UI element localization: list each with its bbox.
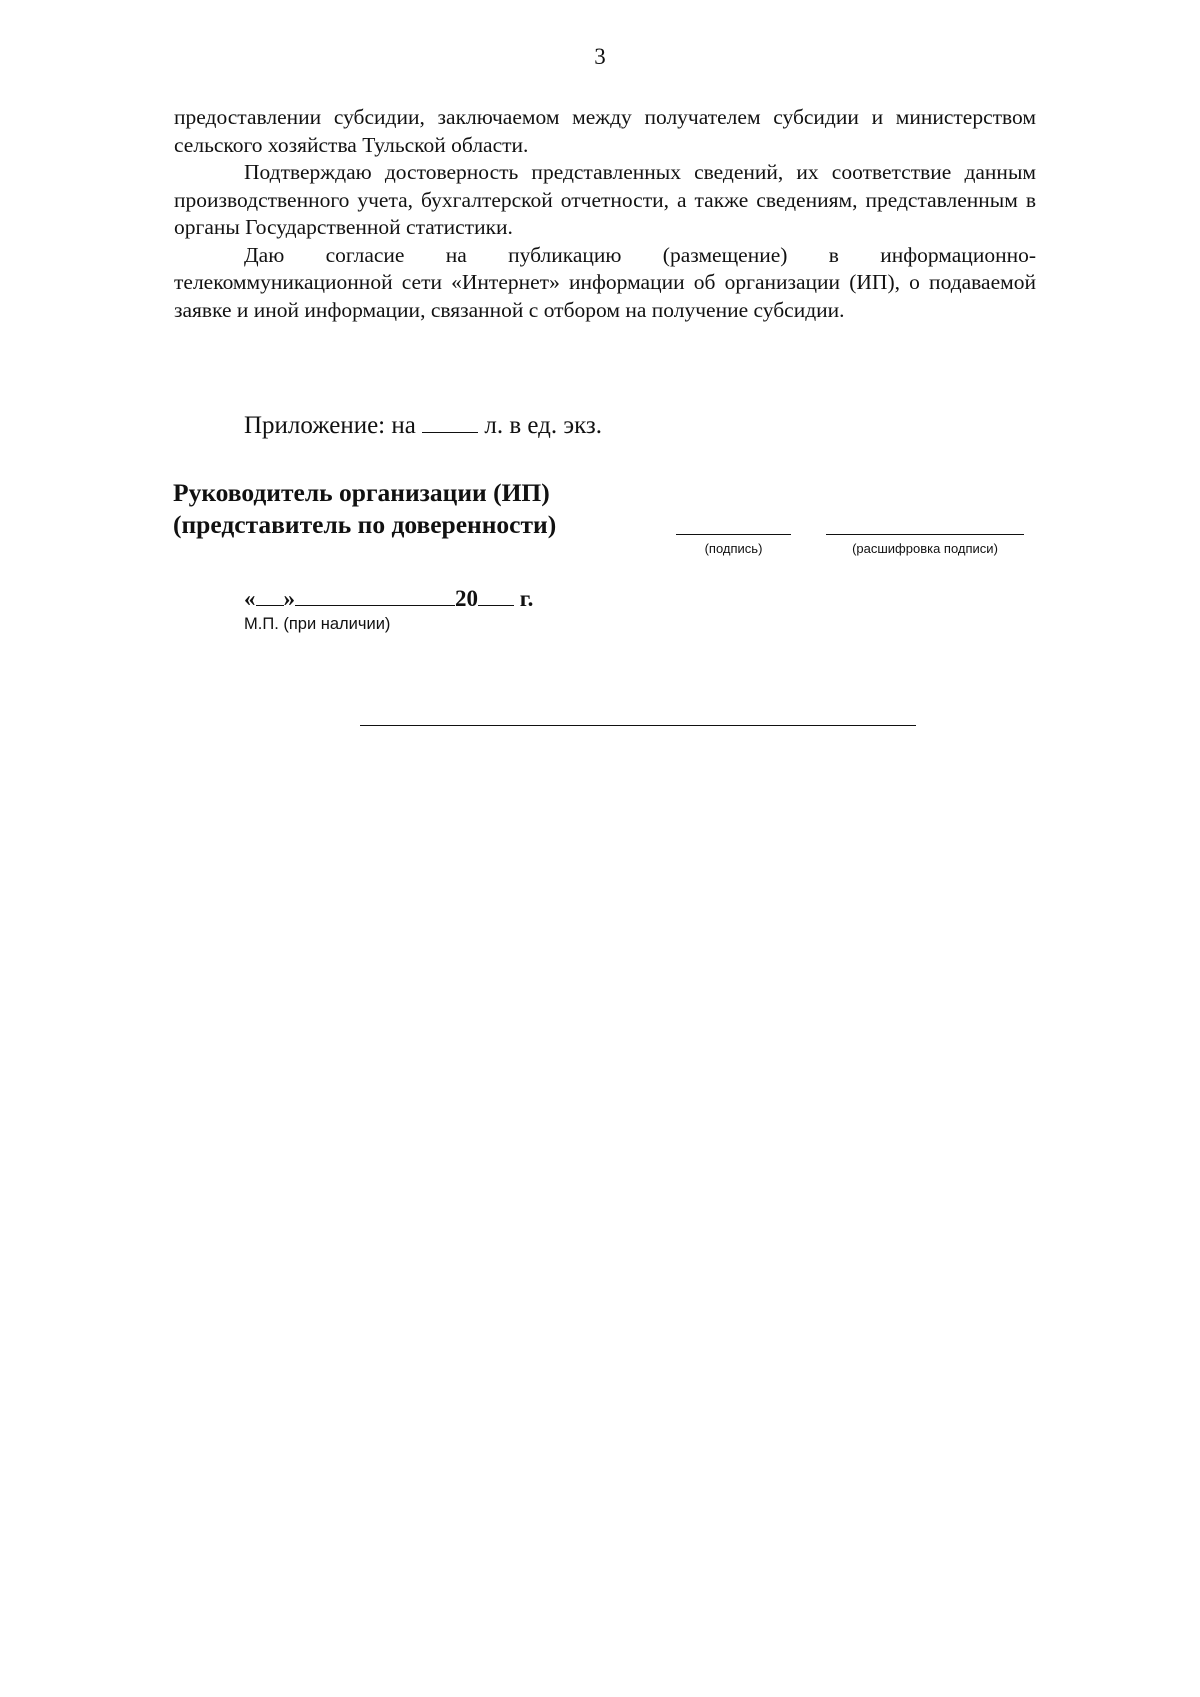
document-end-rule: [360, 725, 916, 726]
paragraph-consent: Даю согласие на публикацию (размещение) в информационно-телекоммуникационной сети «Интернет» информации об организации (ИП), о подаваемой заявке и иной информации, связанной с отбором на получение субсидии.: [174, 242, 1036, 322]
date-day-blank: [256, 604, 284, 606]
signature-decode-line: [826, 534, 1024, 535]
stamp-note: М.П. (при наличии): [244, 615, 391, 633]
date-month-blank: [295, 604, 455, 606]
date-year-suffix: г.: [519, 586, 534, 611]
attachment-suffix: л. в ед. экз.: [484, 412, 603, 439]
signature-decode-caption: (расшифровка подписи): [852, 541, 998, 556]
date-close-quote: »: [283, 586, 295, 611]
signer-title-line2: (представитель по доверенности): [173, 510, 557, 539]
attachment-prefix: Приложение: на: [244, 412, 416, 439]
signature-line: [676, 534, 791, 535]
date-open-quote: «: [244, 586, 256, 611]
signature-caption: (подпись): [704, 541, 763, 556]
attachment-line: [244, 412, 602, 440]
attachment-sheets-blank: [422, 431, 478, 433]
paragraph-confirmation: Подтверждаю достоверность представленных сведений, их соответствие данным производственного учета, бухгалтерской отчетности, а также сведениям, представленным в органы Государственной статистики.: [174, 160, 1036, 239]
signer-title: [173, 477, 556, 541]
date-year-blank: [478, 604, 514, 606]
date-line: [244, 586, 533, 612]
date-year-prefix: 20: [455, 586, 478, 611]
body-text: [174, 104, 1036, 324]
signer-title-line1: Руководитель организации (ИП): [173, 478, 550, 507]
paragraph-continuation: предоставлении субсидии, заключаемом между получателем субсидии и министерством сельского хозяйства Тульской области.: [174, 105, 1036, 157]
page-number: 3: [594, 44, 606, 69]
